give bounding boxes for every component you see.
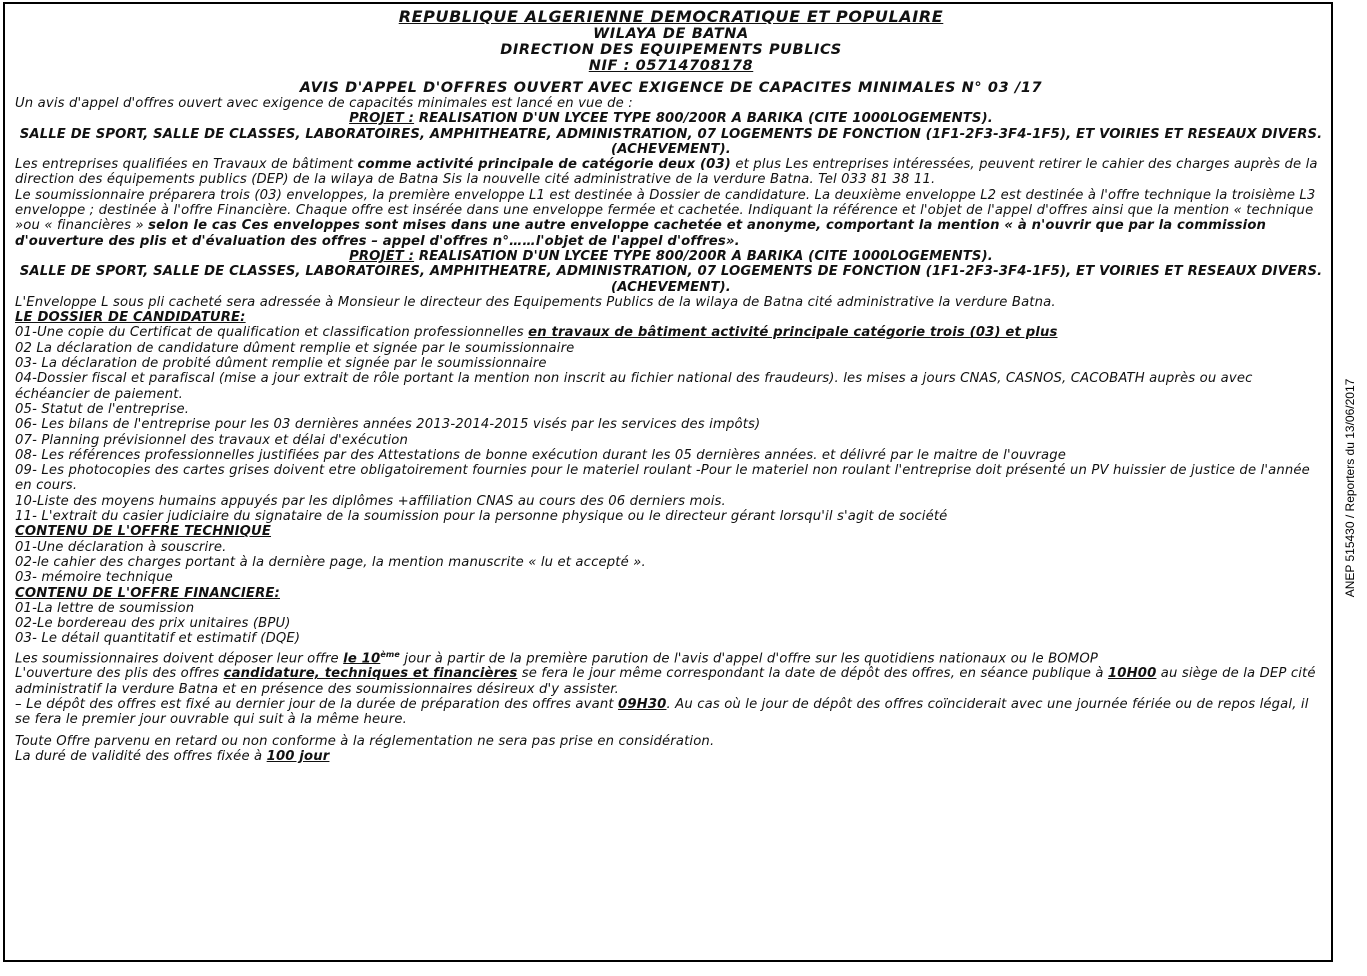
offre-technique-item: 02-le cahier des charges portant à la dernière page, la mention manuscrite « lu et accepté ». (15, 554, 646, 570)
delai-c: . Au cas où le jour de dépôt des offres coïnciderait avec une journée fériée ou de repos légal, il se fera le premier jour ouvrable qui suit à la même heure. (15, 696, 1309, 728)
side-credit-text: ANEP 515430 / Reporters du 13/06/2017 (1343, 378, 1357, 598)
delai-a: – Le dépôt des offres est fixé au dernier jour de la durée de préparation des offres avant (15, 696, 618, 712)
dossier-item: 09- Les photocopies des cartes grises doivent etre obligatoirement fournies pour le materiel roulant -Pour le materiel non roulant l'entreprise doit présenté un PV huissier de justice de l'année en cours. (15, 463, 1310, 494)
ouverture-d: 10H00 (1107, 666, 1157, 682)
ouverture-b: candidature, techniques et financières (223, 666, 518, 682)
ouverture-a: L'ouverture des plis des offres (15, 666, 224, 682)
para-entreprises-c: et plus Les entreprises intéressées, peuvent retirer le cahier des charges auprès de la direction des équipements publics (DEP) de la wilaya de Batna Sis la nouvelle cité administrative de la verdure Batna. Tel 033 81 38 11. (15, 157, 1318, 188)
depot-sup: ème (380, 649, 400, 659)
project-line1-2: REALISATION D'UN LYCEE TYPE 800/200R A BARIKA (CITE 1000LOGEMENTS). (414, 248, 993, 264)
offre-financiere-item: 03- Le détail quantitatif et estimatif (DQE) (15, 631, 301, 647)
para-enveloppes (15, 188, 1327, 249)
para-depot (15, 647, 1327, 667)
dossier-item: 07- Planning prévisionnel des travaux et délai d'exécution (15, 432, 409, 448)
dossier-item: 04-Dossier fiscal et parafiscal (mise a jour extrait de rôle portant la mention non inscrit au fichier national des fraudeurs). les mises a jours CNAS, CASNOS, CACOBATH auprès ou avec échéancier de paiement. (15, 371, 1253, 402)
para-ouverture (15, 666, 1327, 697)
offre-financiere-item: 02-Le bordereau des prix unitaires (BPU) (15, 616, 291, 632)
project-label-2: PROJET : (349, 248, 415, 264)
depot-b: le 10 (343, 651, 381, 667)
para-delai (15, 697, 1327, 728)
delai-b: 09H30 (618, 696, 667, 712)
header-wilaya: WILAYA DE BATNA (593, 26, 749, 42)
intro-text: Un avis d'appel d'offres ouvert avec exigence de capacités minimales est lancé en vue de : (15, 96, 633, 111)
dossier-item-01-a: 01-Une copie du Certificat de qualification et classification professionnelles (15, 325, 529, 341)
dossier-item: 06- Les bilans de l'entreprise pour les 03 dernières années 2013-2014-2015 visés par les services des impôts) (15, 417, 761, 433)
dossier-title: LE DOSSIER DE CANDIDATURE: (15, 310, 246, 326)
dossier-item-01 (15, 325, 1327, 340)
header-nif: NIF : 05714708178 (588, 58, 754, 74)
project-line1: REALISATION D'UN LYCEE TYPE 800/200R A BARIKA (CITE 1000LOGEMENTS). (414, 111, 993, 127)
para-retard: Toute Offre parvenu en retard ou non conforme à la réglementation ne sera pas prise en considération. (15, 733, 715, 749)
offre-technique-item: 03- mémoire technique (15, 570, 173, 586)
offre-financiere-title: CONTENU DE L'OFFRE FINANCIERE: (15, 585, 280, 601)
para-entreprises (15, 157, 1327, 188)
para-entreprises-b: comme activité principale de catégorie deux (03) (357, 157, 731, 173)
ouverture-e: au siège de la DEP cité administratif la verdure Batna et en présence des soumissionnaires désireux d'y assister. (15, 666, 1316, 697)
project-line2: SALLE DE SPORT, SALLE DE CLASSES, LABORATOIRES, AMPHITHEATRE, ADMINISTRATION, 07 LOGEMENTS DE FONCTION (1F1-2F3-3F4-1F5), ET VOIRIES ET RESEAUX DIVERS. (ACHEVEMENT). (19, 126, 1323, 157)
dossier-item: 05- Statut de l'entreprise. (15, 401, 190, 417)
notice-document (15, 8, 1327, 764)
para-enveloppes-b: selon le cas Ces enveloppes sont mises dans une autre enveloppe cachetée et anonyme, comportant la mention « à n'ouvrir que par la commission d'ouverture des plis et d'évaluation des offres – appel d'offres n°……l'objet de l'appel d'offres». (15, 218, 1267, 249)
validite-a: La duré de validité des offres fixée à (15, 748, 267, 764)
notice-frame (3, 2, 1333, 962)
para-enveloppes-a: Le soumissionnaire préparera trois (03) enveloppes, la première enveloppe L1 est destinée à Dossier de candidature. La deuxième enveloppe L2 est destinée à l'offre technique la troisième L3 enveloppe ; destinée à l'offre Financière. Chaque offre est insérée dans une enveloppe fermée et cachetée. Indiquant la référence et l'objet de l'appel d'offres ainsi que la mention « technique »ou « financières » (15, 187, 1316, 234)
project-label: PROJET : (349, 111, 415, 127)
dossier-item: 03- La déclaration de probité dûment remplie et signée par le soumissionnaire (15, 356, 547, 372)
project-block-2 (15, 249, 1327, 295)
dossier-item: 10-Liste des moyens humains appuyés par les diplômes +affiliation CNAS au cours des 06 derniers mois. (15, 493, 726, 509)
ouverture-c: se fera le jour même correspondant la date de dépôt des offres, en séance publique à (517, 666, 1108, 682)
depot-a: Les soumissionnaires doivent déposer leur offre (15, 651, 344, 667)
offre-technique-title: CONTENU DE L'OFFRE TECHNIQUE (15, 524, 272, 540)
offre-technique-item: 01-Une déclaration à souscrire. (15, 539, 227, 555)
dossier-item: 11- L'extrait du casier judiciaire du signataire de la soumission pour la personne physique ou le directeur gérant lorsqu'il s'agit de société (15, 509, 948, 525)
para-validite (15, 749, 1327, 764)
para-adresse: L'Enveloppe L sous pli cacheté sera adressée à Monsieur le directeur des Equipements Publics de la wilaya de Batna cité administrative la verdure Batna. (15, 294, 1056, 310)
offre-financiere-item: 01-La lettre de soumission (15, 600, 195, 616)
project-line2-2: SALLE DE SPORT, SALLE DE CLASSES, LABORATOIRES, AMPHITHEATRE, ADMINISTRATION, 07 LOGEMENTS DE FONCTION (1F1-2F3-3F4-1F5), ET VOIRIES ET RESEAUX DIVERS. (ACHEVEMENT). (19, 264, 1323, 295)
depot-c: jour à partir de la première parution de l'avis d'appel d'offre sur les quotidiens nationaux ou le BOMOP (399, 651, 1098, 667)
dossier-item: 02 La déclaration de candidature dûment remplie et signée par le soumissionnaire (15, 340, 575, 356)
dossier-item-01-b: en travaux de bâtiment activité principale catégorie trois (03) et plus (528, 325, 1058, 341)
project-block-1 (15, 111, 1327, 157)
para-entreprises-a: Les entreprises qualifiées en Travaux de bâtiment (15, 157, 358, 173)
dossier-item: 08- Les références professionnelles justifiées par des Attestations de bonne exécution durant les 05 dernières années. et délivré par le maitre de l'ouvrage (15, 447, 1066, 463)
avis-title: AVIS D'APPEL D'OFFRES OUVERT AVEC EXIGENCE DE CAPACITES MINIMALES N° 03 /17 (299, 80, 1043, 96)
header-republic: REPUBLIQUE ALGERIENNE DEMOCRATIQUE ET POPULAIRE (398, 7, 944, 26)
header-direction: DIRECTION DES EQUIPEMENTS PUBLICS (500, 42, 842, 58)
side-credit (1336, 0, 1364, 976)
validite-b: 100 jour (266, 748, 330, 764)
